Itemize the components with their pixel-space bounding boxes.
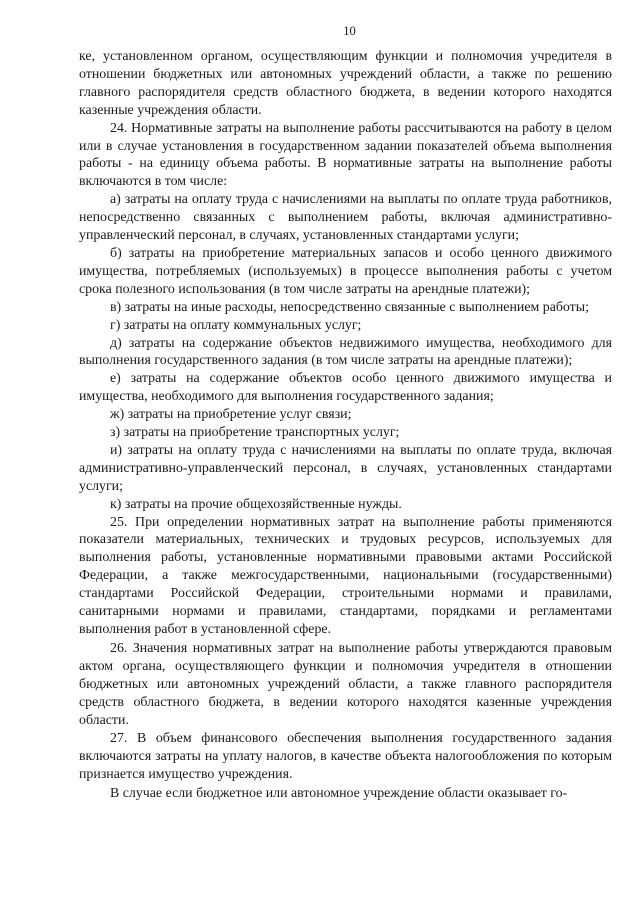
list-item-k: к) затраты на прочие общехозяйственные нужды. xyxy=(110,496,402,512)
document-body xyxy=(79,48,612,803)
list-item-zh: ж) затраты на приобретение услуг связи; xyxy=(110,407,352,423)
list-item-d: д) затраты на содержание объектов недвижимого имущества, необходимого для выполнения государственного задания (в том числе затраты на арендные платежи); xyxy=(79,335,612,369)
page-number: 10 xyxy=(343,24,356,38)
paragraph-27: 27. В объем финансового обеспечения выполнения государственного задания включаются затраты на уплату налогов, в качестве объекта налогообложения по которым признается имущество учреждения. xyxy=(79,731,612,783)
paragraph-26: 26. Значения нормативных затрат на выполнение работы утверждаются правовым актом органа, осуществляющего функции и полномочия учредителя в отношении бюджетных или автономных учреждений области, а также главного распорядителя средств областного бюджета, в ведении которого находятся казенные учреждения области. xyxy=(79,640,612,728)
list-item-e: е) затраты на содержание объектов особо ценного движимого имущества и имущества, необходимого для выполнения государственного задания; xyxy=(79,371,612,405)
paragraph-continuation: ке, установленном органом, осуществляющим функции и полномочия учредителя в отношении бюджетных или автономных учреждений области, а также по решению главного распорядителя средств областного бюджета, в ведении которого находятся казенные учреждения области. xyxy=(79,49,612,118)
list-item-b: б) затраты на приобретение материальных запасов и особо ценного движимого имущества, потребляемых (используемых) в процессе выполнения работы с учетом срока полезного использования (в том числе затраты на арендные платежи); xyxy=(79,245,612,297)
paragraph-25: 25. При определении нормативных затрат на выполнение работы применяются показатели материальных, технических и трудовых ресурсов, используемых для выполнения работы, установленные нормативными правовыми актами Российской Федерации, а также межгосударственными, национальными (государственными) стандартами Российской Федерации, строительными нормами и правилами, санитарными нормами и правилами, стандартами, порядками и регламентами выполнения работ в установленной сфере. xyxy=(79,514,612,637)
paragraph-last: В случае если бюджетное или автономное учреждение области оказывает го- xyxy=(110,786,568,802)
list-item-z: з) затраты на приобретение транспортных услуг; xyxy=(110,425,400,441)
list-item-v: в) затраты на иные расходы, непосредственно связанные с выполнением работы; xyxy=(110,299,589,315)
paragraph-24: 24. Нормативные затраты на выполнение работы рассчитываются на работу в целом или в случае установления в государственном задании показателей объема выполнения работы - на единицу объема работы. В нормативные затраты на выполнение работы включаются в том числе: xyxy=(79,120,612,190)
document-page xyxy=(79,24,612,803)
list-item-g: г) затраты на оплату коммунальных услуг; xyxy=(110,317,362,333)
list-item-i: и) затраты на оплату труда с начислениями на выплаты по оплате труда, включая административно-управленческий персонал, в случаях, установленных стандартами услуги; xyxy=(79,442,612,494)
list-item-a: а) затраты на оплату труда с начислениями на выплаты по оплате труда работников, непосредственно связанных с выполнением работы, включая административно-управленческий персонал, в случаях, установленных стандартами услуги; xyxy=(79,192,612,244)
